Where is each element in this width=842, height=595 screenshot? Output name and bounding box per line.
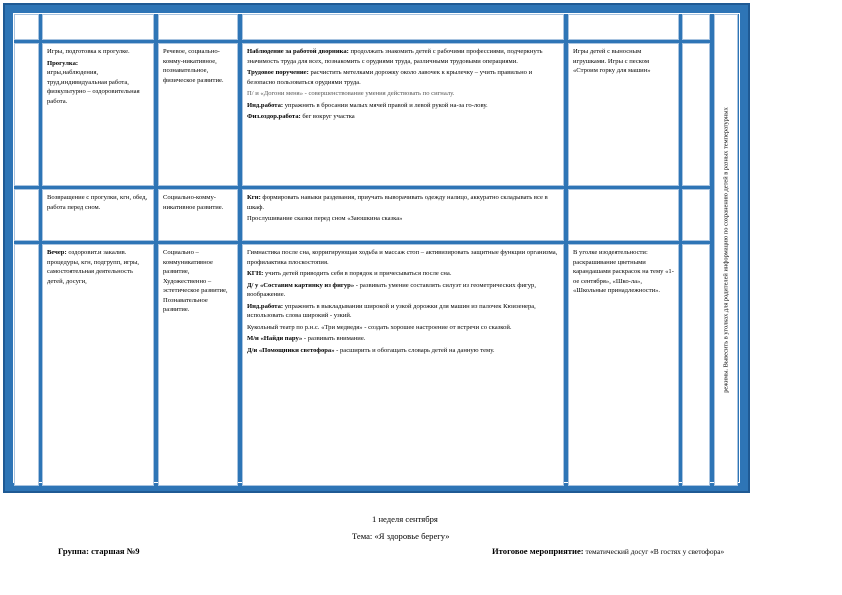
row1-item4-bold: Инд.работа: (247, 101, 284, 109)
row2-environment-cell (568, 189, 679, 241)
header-cell-5 (568, 14, 679, 40)
row1-activity-title: Игры, подготовка к прогулке. (47, 48, 130, 55)
header-cell-6 (682, 14, 710, 40)
row3-item4-bold: Инд.работа: (247, 302, 284, 310)
theme-label: Тема: «Я здоровье берегу» (352, 531, 450, 541)
row3-environment-text: В уголке изодеятельности: раскрашивание цветными карандашами раскрасок на тему «1-ое сентября», «Шко-ла», «Школьные принадлежности». (573, 249, 674, 295)
final-event-label: Итоговое мероприятие: (492, 546, 584, 556)
row3-areas-text: Социально – коммуникативное развитие, Художественно – эстетическое развитие, Познавательное развитие. (163, 249, 228, 314)
row3-num-cell (14, 244, 39, 486)
row3-content-cell (242, 244, 564, 486)
row1-content-cell (242, 43, 564, 186)
row1-activity-cell (42, 43, 154, 186)
final-event (492, 546, 724, 556)
row1-num-cell (14, 43, 39, 186)
row1-extra-cell (682, 43, 710, 186)
side-column-text: режимы. Вывесить в уголках для родителей информацию по сохранению детей в разных температурных (722, 107, 730, 393)
row1-item1-bold: Наблюдение за работой дворника: (247, 48, 349, 55)
row3-item7-text: - расширить и обогащать словарь детей на данную тему. (334, 346, 495, 354)
row3-item2-text: учить детей приводить себя в порядок и причесываться после сна. (263, 270, 452, 278)
header-cell-2 (42, 14, 154, 40)
row2-item1-text: формировать навыки раздевания, приучать выворачивать одежду налицо, аккуратно складывать все в шкаф. (247, 194, 548, 211)
final-event-value: тематический досуг «В гостях у светофора» (583, 547, 725, 556)
row3-extra-cell (682, 244, 710, 486)
week-label: 1 неделя сентября (372, 514, 438, 524)
row1-activity-subtitle: Прогулка: (47, 59, 79, 67)
row1-item2-bold: Трудовое поручение: (247, 69, 309, 77)
row2-extra-cell (682, 189, 710, 241)
row3-item6-bold: М/и «Найди пару» (247, 335, 303, 343)
row2-areas-cell (158, 189, 238, 241)
row2-areas-text: Социально-комму-никативное развитие. (163, 194, 224, 211)
row1-environment-text: Игры детей с выносным игрушками. Игры с песком «Строим горку для машин» (573, 48, 651, 75)
row2-content-cell (242, 189, 564, 241)
row3-item1-text: Гимнастика после сна, корригирующая ходьба и массаж стоп – активизировать защитные функции организма, профилактика плоскостопия. (247, 249, 558, 266)
row3-activity-text: оздоровит.и закалив. процедуры, кгн, подгрупп, игры, самостоятельная деятельность детей, досуги, (47, 249, 140, 285)
row2-activity-cell (42, 189, 154, 241)
row2-item1-bold: Кгн: (247, 194, 261, 201)
header-cell-4 (242, 14, 564, 40)
row2-activity-title: Возвращение с прогулки, кгн, обед, работа перед сном. (47, 194, 148, 211)
row3-item5-text: Кукольный театр по р.н.с. «Три медведя» - создать хорошее настроение от встречи со сказкой. (247, 323, 512, 331)
row2-num-cell (14, 189, 39, 241)
row2-item2-text: Прослушивание сказки перед сном «Заюшкина сказка» (247, 215, 403, 223)
header-cell-1 (14, 14, 39, 40)
group-label: Группа: старшая №9 (58, 546, 140, 556)
row3-item3-bold: Д/ у «Составим картинку из фигур» (247, 281, 355, 289)
row3-item3-text: - развивать умение составлять силуэт из геометрических фигур, воображение. (247, 281, 536, 299)
row3-areas-cell (158, 244, 238, 486)
row3-item2-bold: КГН: (247, 270, 264, 278)
row1-areas-cell (158, 43, 238, 186)
row1-item3-text: П/ и «Догони меня» - совершенствование умения действовать по сигналу. (247, 90, 455, 98)
row3-item6-text: - развивать внимание. (302, 335, 366, 343)
side-column (714, 14, 738, 486)
row3-item4-text: упражнять в выкладывании широкой и узкой дорожки для машин из палочек Кюизенера, использовать слова широкий - узкий. (247, 302, 536, 320)
row1-activity-text: игры,наблюдения, труд,индивидуальная работа, физкультурно – оздоровительная работа. (47, 69, 140, 105)
row1-item2-text: расчистить метелками дорожку около лавочек к крылечку – учить правильно и безопасно пользоваться орудиями труда. (247, 69, 533, 86)
row1-item5-text: бег вокруг участка (300, 113, 355, 121)
row1-environment-cell (568, 43, 679, 186)
row3-activity-subtitle: Вечер: (47, 249, 67, 256)
row1-item5-bold: Физ.оздор.работа: (247, 113, 301, 121)
row3-activity-cell (42, 244, 154, 486)
row1-areas-text: Речевое, социально-комму-никативное, познавательное, физическое развитие. (163, 48, 224, 84)
row1-item4-text: упражнять в бросании малых мячей правой и левой рукой на-за го-лову. (283, 101, 488, 109)
row3-environment-cell (568, 244, 679, 486)
row3-item7-bold: Д/и «Помощники светофора» (247, 346, 335, 354)
row1-item1-text: продолжать знакомить детей с рабочими профессиями, подчеркнуть значимость труда для всех, познакомить с орудиями труда, различными трудовыми операциями. (247, 48, 543, 65)
header-cell-3 (158, 14, 238, 40)
